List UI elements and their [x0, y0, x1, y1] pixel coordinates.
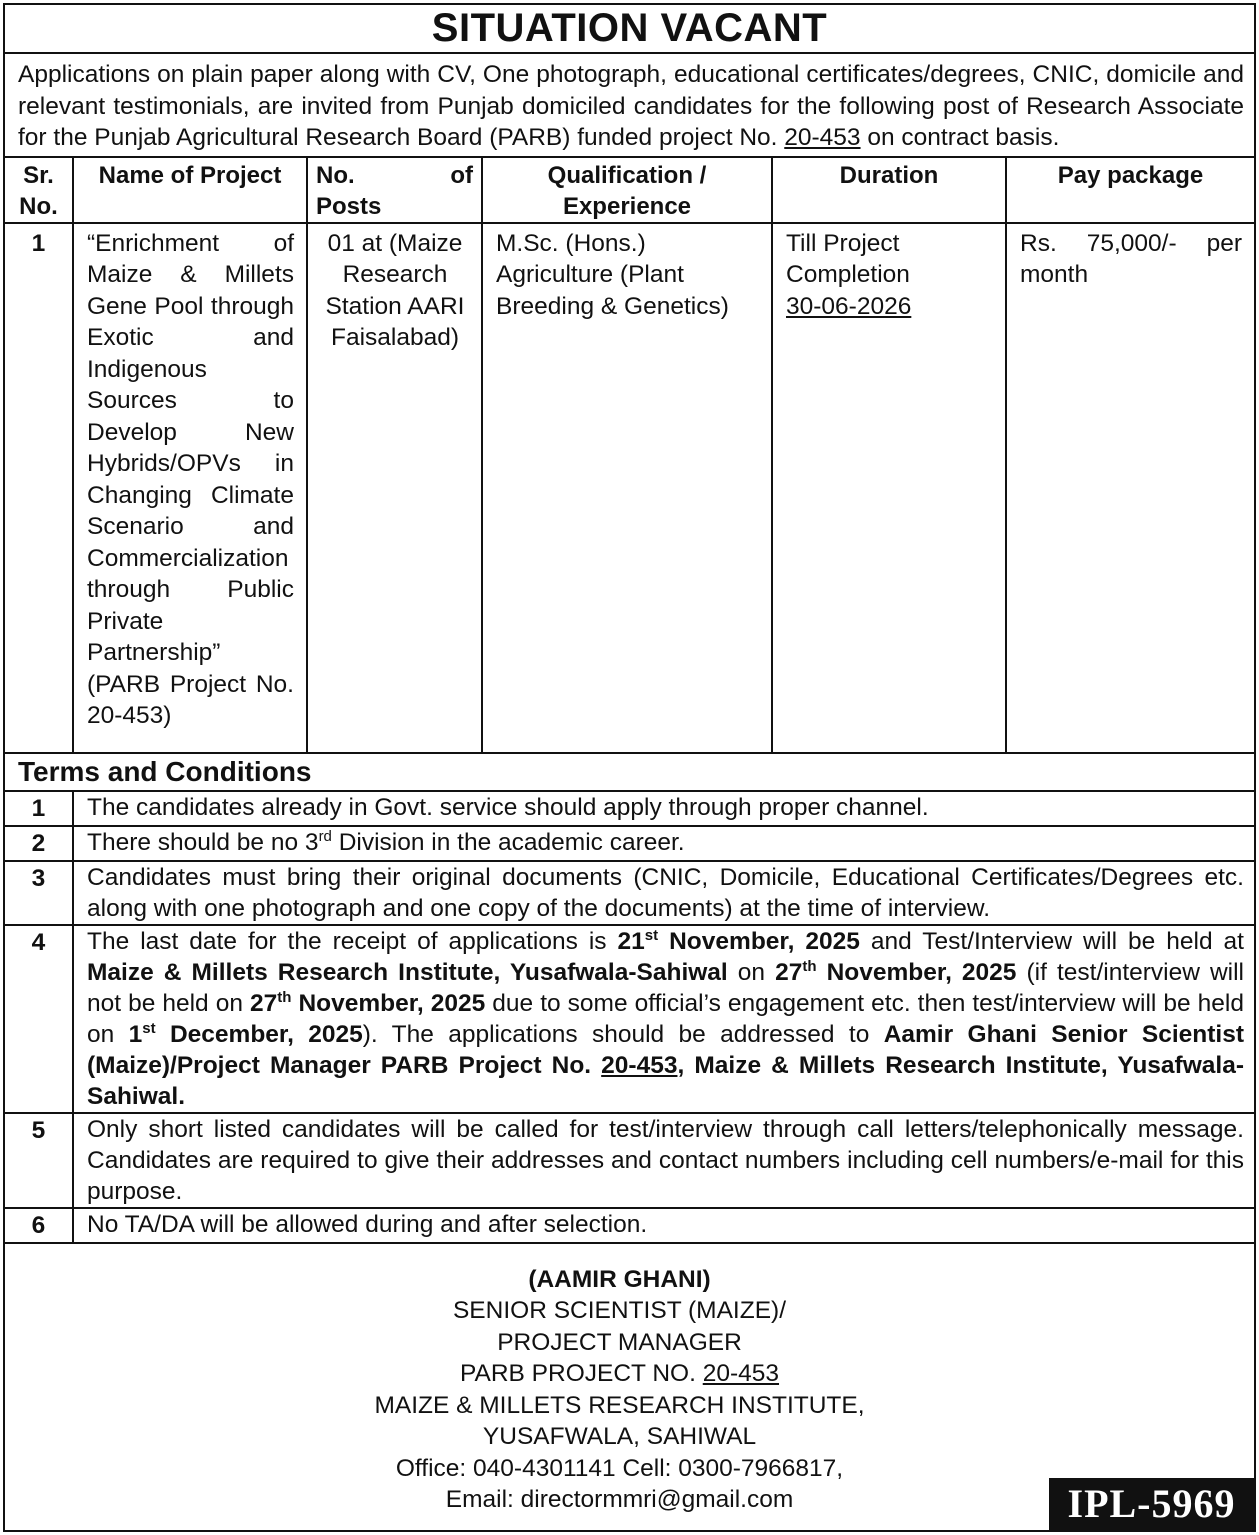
cell-posts: 01 at (Maize Research Station AARI Faisalabad)	[307, 223, 482, 753]
term-text: Only short listed candidates will be called for test/interview through call letters/telephonically message. Candidates are required to give their addresses and contact numbers including cell numbers/e-mail for this purpose.	[73, 1113, 1254, 1208]
header-duration: Duration	[772, 157, 1006, 223]
duration-text: Till Project Completion	[786, 229, 910, 288]
header-qualification-b: Experience	[562, 192, 692, 220]
signatory-name: (AAMIR GHANI)	[528, 1265, 711, 1293]
term-row	[5, 826, 1254, 861]
terms-table	[5, 792, 1254, 1244]
term-4-date-sup: st	[644, 926, 659, 944]
signatory-email: Email: directormmri@gmail.com	[445, 1486, 794, 1513]
ad-title: SITUATION VACANT	[5, 5, 1254, 54]
term-4-date-sup: th	[802, 957, 817, 975]
term-row	[5, 1208, 1254, 1243]
cell-duration	[772, 223, 1006, 753]
header-qualification	[482, 157, 772, 223]
intro-project-no: 20-453	[784, 124, 861, 151]
term-4-fallback-date	[129, 1021, 363, 1048]
header-project: Name of Project	[73, 157, 307, 223]
term-4-date-rest: November, 2025	[816, 958, 1017, 986]
term-4-part: on	[727, 958, 776, 986]
term-number: 1	[5, 792, 73, 826]
term-4-test-date	[775, 959, 1016, 986]
term-text: No TA/DA will be allowed during and after selection.	[73, 1208, 1254, 1243]
term-4-date-rest: November, 2025	[658, 927, 860, 955]
term-4-part: The last date for the receipt of applications is	[87, 927, 618, 955]
term-number: 4	[5, 925, 73, 1113]
term-4-last-date	[618, 928, 860, 955]
term-4-addressee-rest: , Maize & Millets Research Institute, Yusafwala-Sahiwal.	[87, 1051, 1244, 1110]
term-4-date-day: 27	[775, 958, 803, 986]
cell-pay: Rs. 75,000/- per month	[1006, 223, 1254, 753]
vacancy-header-row	[5, 157, 1254, 223]
advertisement	[3, 3, 1256, 1532]
cell-sr: 1	[5, 223, 73, 753]
header-sr-no: Sr. No.	[5, 157, 73, 223]
term-4-part: (if test/interview will not be held on	[87, 958, 1244, 1017]
term-number: 3	[5, 861, 73, 925]
term-row	[5, 925, 1254, 1113]
signatory-designation-2: PROJECT MANAGER	[497, 1328, 742, 1356]
term-row	[5, 861, 1254, 925]
project-reference: (PARB Project No. 20-453)	[87, 670, 294, 729]
intro-text: Applications on plain paper along with CV, One photograph, educational certificates/degrees, CNIC, domicile and relevant testimonials, are invited from Punjab domiciled candidates for the following post of Research Associate for the Punjab Agricultural Research Board (PARB) funded project No.	[18, 61, 1244, 151]
signatory-institute: MAIZE & MILLETS RESEARCH INSTITUTE,	[374, 1391, 865, 1419]
terms-heading: Terms and Conditions	[5, 754, 1254, 792]
term-4-part: due to some official’s engagement etc. then test/interview will be held on	[87, 989, 1245, 1048]
ipl-badge: IPL-5969	[1049, 1478, 1254, 1530]
signature-block	[5, 1244, 1254, 1516]
header-qualification-a: Qualification /	[547, 161, 707, 189]
header-pay: Pay package	[1006, 157, 1254, 223]
term-2-sup: rd	[318, 827, 332, 845]
project-title: “Enrichment of Maize & Millets Gene Pool through Exotic and Indigenous Sources to Develop New Hybrids/OPVs in Changing Climate Scenario and Commercialization through Public Private Partnership”	[87, 229, 294, 666]
intro-text-end: on contract basis.	[860, 124, 1060, 151]
signatory-project-prefix: PARB PROJECT NO.	[459, 1360, 703, 1387]
cell-project	[73, 223, 307, 753]
vacancy-row	[5, 223, 1254, 753]
term-number: 5	[5, 1113, 73, 1208]
term-4-date-day: 27	[250, 989, 278, 1017]
term-4-date-day: 21	[617, 927, 645, 955]
vacancy-table	[5, 156, 1254, 754]
signatory-designation-1: SENIOR SCIENTIST (MAIZE)/	[452, 1297, 787, 1324]
term-row	[5, 1113, 1254, 1208]
term-4-date-sup: th	[277, 988, 292, 1006]
term-number: 2	[5, 826, 73, 861]
term-4-addressee-text: Aamir Ghani Senior Scientist (Maize)/Project Manager PARB Project No.	[87, 1020, 1244, 1079]
term-number: 6	[5, 1208, 73, 1243]
term-text: Candidates must bring their original documents (CNIC, Domicile, Educational Certificates/Degrees etc. along with one photograph and one copy of the documents) at the time of interview.	[73, 861, 1254, 925]
term-row	[5, 792, 1254, 826]
duration-date: 30-06-2026	[786, 292, 912, 320]
cell-qualification: M.Sc. (Hons.) Agriculture (Plant Breeding & Genetics)	[482, 223, 772, 753]
signatory-project	[5, 1358, 1234, 1390]
term-4-addressee-no: 20-453	[601, 1051, 678, 1079]
header-posts	[307, 157, 482, 223]
term-4-part: ). The applications should be addressed to	[362, 1020, 884, 1048]
header-posts-of: of	[450, 161, 473, 189]
signatory-contact: Office: 040-4301141 Cell: 0300-7966817,	[395, 1454, 844, 1482]
term-text: The candidates already in Govt. service should apply through proper channel.	[73, 792, 1254, 826]
intro-paragraph	[5, 54, 1254, 156]
term-4-date-rest: December, 2025	[155, 1020, 363, 1048]
term-2-text-a: There should be no 3	[87, 828, 319, 856]
term-2-text-b: Division in the academic career.	[331, 828, 685, 856]
term-text	[73, 925, 1254, 1113]
term-4-date-day: 1	[128, 1020, 143, 1048]
term-4-venue: Maize & Millets Research Institute, Yusafwala-Sahiwal	[87, 958, 728, 986]
header-posts-no: No.	[316, 161, 355, 189]
header-posts-posts: Posts	[316, 192, 382, 220]
signatory-project-no: 20-453	[702, 1360, 780, 1387]
term-text	[73, 826, 1254, 861]
signatory-location: YUSAFWALA, SAHIWAL	[482, 1423, 757, 1450]
term-4-part: and Test/Interview will be held at	[859, 927, 1244, 955]
term-4-alt-date	[250, 990, 485, 1017]
term-4-date-rest: November, 2025	[291, 989, 486, 1017]
term-4-date-sup: st	[142, 1019, 156, 1037]
